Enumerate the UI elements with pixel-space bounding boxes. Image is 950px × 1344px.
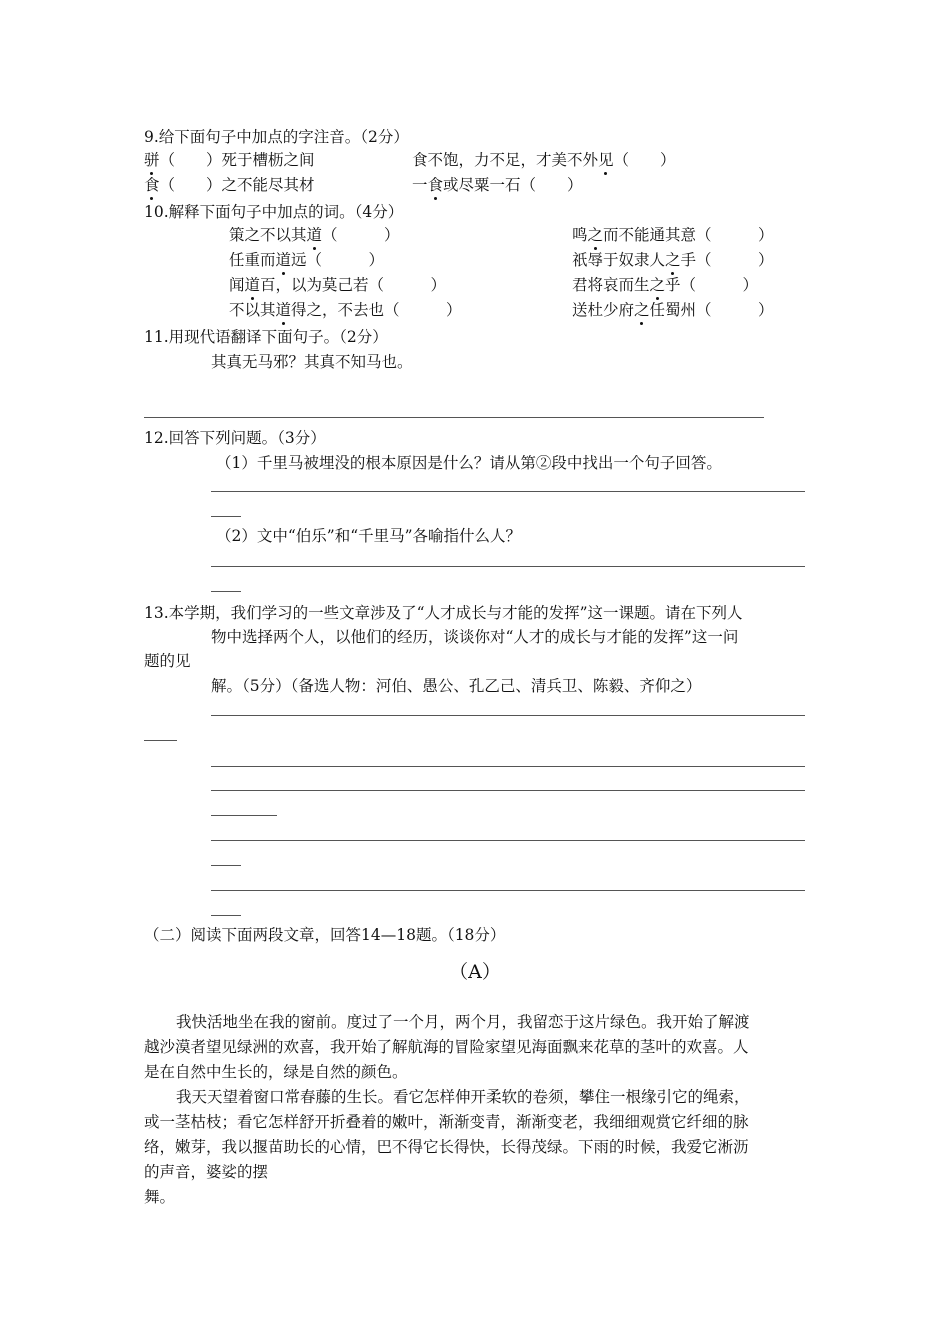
dotted-char: 道	[306, 226, 323, 244]
q9-item-4	[412, 175, 583, 195]
answer-line-tail	[211, 591, 241, 592]
q10-text: 乎（ ）	[665, 276, 759, 294]
q10-item	[229, 300, 462, 320]
paragraph-line: 的声音，婆娑的摆	[144, 1163, 269, 1181]
answer-line-tail	[211, 915, 241, 916]
q10-text: 任重而	[229, 251, 276, 269]
q9-item-3	[144, 175, 315, 195]
paragraph-line: 我天天望着窗口常春藤的生长。看它怎样伸开柔软的卷须，攀住一根缘引它的绳索，	[176, 1088, 750, 1106]
answer-line-tail	[211, 865, 241, 866]
q13-line2: 物中选择两个人，以他们的经历，谈谈你对“人才的成长与才能的发挥”这一问	[211, 628, 739, 646]
q10-text: 祇辱于奴隶人	[572, 251, 666, 269]
q10-title: 10.解释下面句子中加点的词。（4分）	[144, 203, 404, 221]
q10-item	[572, 250, 774, 270]
q13-line4: 解。（5分）（备选人物：河伯、愚公、孔乙己、清兵卫、陈毅、齐仰之）	[211, 677, 702, 695]
paragraph-line: 越沙漠者望见绿洲的欢喜，我开始了解航海的冒险家望见海面飘来花草的茎叶的欢喜。人	[144, 1038, 749, 1056]
answer-line[interactable]	[211, 766, 805, 767]
q10-text: （ ）	[322, 226, 400, 244]
q9-item-1	[144, 150, 315, 170]
answer-line[interactable]	[211, 491, 805, 492]
q10-text: 任蜀州（ ）	[649, 301, 774, 319]
q13-line1: 13.本学期，我们学习的一些文章涉及了“人才成长与才能的发挥”这一课题。请在下列人	[144, 604, 743, 622]
q10-item	[229, 225, 400, 245]
dotted-char: 见	[598, 151, 614, 169]
paragraph-line: 我快活地坐在我的窗前。度过了一个月，两个月，我留恋于这片绿色。我开始了解渡	[176, 1013, 750, 1031]
q9-item-text: 食不饱，力不足，才美不外	[412, 151, 599, 169]
answer-line[interactable]	[211, 790, 805, 791]
q12-title: 12.回答下列问题。（3分）	[144, 429, 326, 447]
paragraph-line: 是在自然中生长的，绿是自然的颜色。	[144, 1063, 408, 1081]
q10-text: 百，以为莫己若（ ）	[260, 276, 447, 294]
q13-line3: 题的见	[144, 652, 191, 670]
dotted-char: 之	[587, 226, 604, 244]
section-heading: （二）阅读下面两段文章，回答14—18题。（18分）	[144, 926, 506, 944]
q11-title: 11.用现代语翻译下面句子。（2分）	[144, 328, 388, 346]
q9-title: 9.给下面句子中加点的字注音。（2分）	[144, 128, 409, 146]
answer-line[interactable]	[211, 715, 805, 716]
dotted-char: 之	[634, 301, 650, 319]
q10-text: 送杜少府	[572, 301, 635, 319]
q9-item-text: 一	[412, 176, 428, 194]
dotted-char: 食	[427, 176, 444, 194]
q10-text: 得之，不去也（ ）	[291, 301, 462, 319]
q10-text: 君将哀而生	[572, 276, 650, 294]
q10-item	[229, 275, 446, 295]
q10-text: 而不能通其意（ ）	[603, 226, 774, 244]
answer-line[interactable]	[211, 840, 805, 841]
q10-item	[572, 275, 758, 295]
paragraph-line: 舞。	[144, 1188, 176, 1206]
q10-text: 手（ ）	[680, 251, 774, 269]
q10-text: 不以其	[229, 301, 276, 319]
q10-item	[572, 225, 774, 245]
answer-line-tail	[144, 740, 177, 741]
q12-sub2: （2）文中“伯乐”和“千里马”各喻指什么人？	[216, 527, 522, 545]
answer-line[interactable]	[144, 417, 764, 418]
q9-item-text: （ ）之不能尽其材	[159, 176, 315, 194]
answer-line[interactable]	[211, 890, 805, 891]
q9-item-text: （ ）	[613, 151, 676, 169]
q10-item	[229, 250, 384, 270]
dotted-char: 之	[665, 251, 681, 269]
paragraph-line: 或一茎枯枝；看它怎样舒开折叠着的嫩叶，渐渐变青，渐渐变老，我细细观赏它纤细的脉	[144, 1113, 749, 1131]
q10-text: 鸣	[572, 226, 588, 244]
paragraph-line: 络，嫩芽，我以揠苗助长的心情，巴不得它长得快，长得茂绿。下雨的时候，我爱它淅沥	[144, 1138, 749, 1156]
q9-item-2	[412, 150, 676, 170]
q10-text: 远（ ）	[291, 251, 385, 269]
dotted-char: 道	[275, 301, 292, 319]
answer-line-tail	[211, 516, 241, 517]
answer-line[interactable]	[211, 566, 805, 567]
q10-item	[572, 300, 774, 320]
q12-sub1: （1）千里马被埋没的根本原因是什么？请从第②段中找出一个句子回答。	[216, 454, 722, 472]
part-label: （A）	[449, 961, 501, 983]
q10-text: 闻	[229, 276, 245, 294]
q9-item-text: （ ）死于槽枥之间	[159, 151, 315, 169]
dotted-char: 道	[244, 276, 261, 294]
q11-sentence: 其真无马邪？其真不知马也。	[211, 353, 413, 371]
q10-text: 策之不以其	[229, 226, 307, 244]
q9-item-text: 或尽粟一石（ ）	[443, 176, 583, 194]
dotted-char: 道	[275, 251, 292, 269]
dotted-char: 骈	[144, 151, 160, 169]
dotted-char: 之	[649, 276, 666, 294]
dotted-char: 食	[144, 176, 160, 194]
answer-line-tail	[211, 815, 277, 816]
